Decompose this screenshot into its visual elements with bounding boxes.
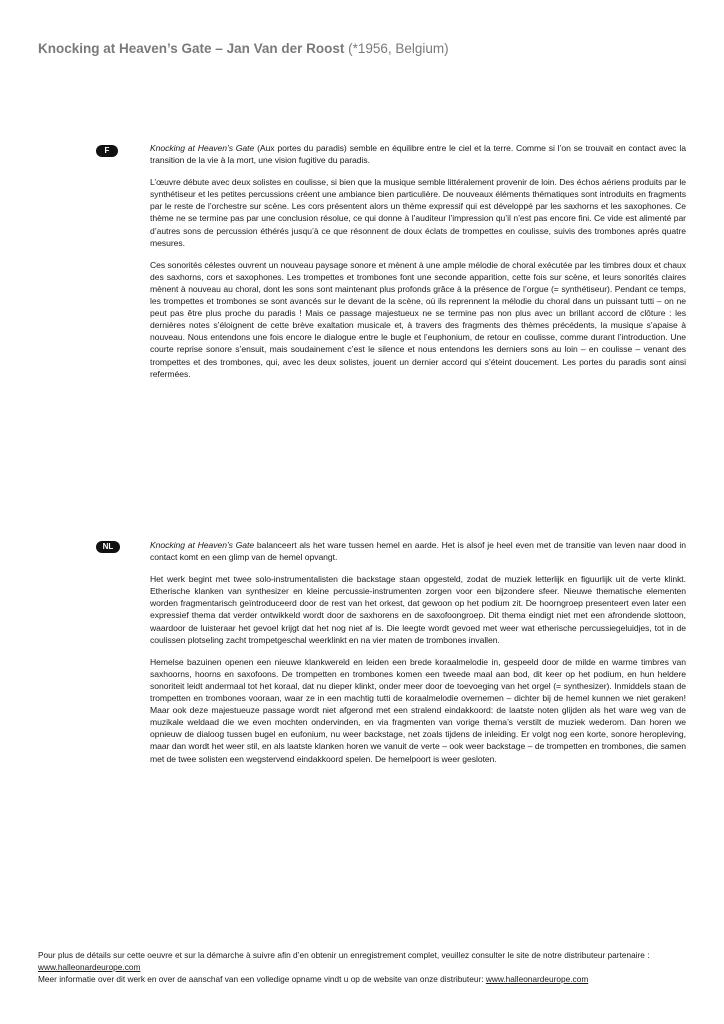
- language-badge-french: F: [96, 145, 118, 157]
- work-title: Knocking at Heaven’s Gate: [150, 540, 255, 550]
- footer-french-line: [38, 949, 698, 973]
- paragraph-text: balanceert als het ware tussen hemel en aarde. Het is alsof je heel even met de transitie van leven naar dood in contact komt en een glimp van de hemel opvangt.: [150, 540, 686, 563]
- paragraph-text: (Aux portes du paradis) semble en équilibre entre le ciel et la terre. Comme si l’on se trouvait en contact avec la transition de la vie à la mort, une vision fugitive du paradis.: [150, 143, 686, 166]
- paragraph-text: L’œuvre débute avec deux solistes en coulisse, si bien que la musique semble littéralement provenir de loin. Des échos aériens produits par le synthétiseur et les petites percussions créent une ambiance bien particulière. De nouveaux éléments thématiques sont introduits en fragments par le reste de l’orchestre sur scène. Les cors présentent alors un thème expressif qui est développé par les saxhorns et les saxophones. Ce thème ne se termine pas par une conclusion résolue, ce qui donne à l’auditeur l’impression qu’il n’est pas encore fini. Ce vide est alimenté par d’autres sons de percussion éthérés jusqu’à ce que résonnent de doux éclats de trompettes en coulisse, suivis des trombones après quatre mesures.: [150, 177, 686, 248]
- french-paragraph: [150, 259, 686, 380]
- footer-text: Meer informatie over dit werk en over de aanschaf van een volledige opname vindt u op de website van onze distributeur:: [38, 974, 486, 984]
- distributor-link[interactable]: www.halleonardeurope.com: [38, 962, 141, 972]
- footer-text: Pour plus de détails sur cette oeuvre et sur la démarche à suivre afin d’en obtenir un enregistrement complet, veuillez consulter le site de notre distributeur partenaire :: [38, 950, 650, 960]
- header-title: Knocking at Heaven’s Gate – Jan Van der Roost: [38, 41, 345, 56]
- dutch-paragraph: [150, 573, 686, 646]
- paragraph-text: Het werk begint met twee solo-instrumentalisten die backstage staan opgesteld, zodat de muziek letterlijk en figuurlijk uit de verte klinkt. Etherische klanken van synthesizer en kleine percussie-instrumenten zorgen voor een bijzondere sfeer. Nieuwe thematische elementen worden fragmentarisch geïntroduceerd door de rest van het orkest, dat gewoon op het podium zit. De hoorngroep presenteert even later een expressief thema dat verder ontwikkeld wordt door de saxhorens en de saxofoongroep. Dit thema eindigt niet met een afrondende slottoon, waardoor de luisteraar het gevoel krijgt dat het nog niet af is. Die leegte wordt gevoed met weer wat etherische percussiegeluidjes, tot in de coulissen plotseling zacht trompetgeschal weerklinkt en na vier maten de trombones invallen.: [150, 574, 686, 645]
- footer-dutch-line: [38, 973, 698, 985]
- paragraph-text: Hemelse bazuinen openen een nieuwe klankwereld en leiden een brede koraalmelodie in, gespeeld door de milde en warme timbres van saxhoorns, hoorns en saxofoons. De trompetten en trombones komen een tweede maal aan bod, dit keer op het podium, en hun heldere sonoriteit leidt andermaal tot het koraal, dat nu dieper klinkt, onder meer door de toevoeging van het orgel (= synthesizer). Inmiddels staan de trompetten en trombones vooraan, waar ze in een machtig tutti de koraalmelodie overnemen – dichter bij de hemel kunnen we niet geraken! Maar ook deze majestueuze passage wordt niet afgerond met een stralend eindakkoord: de laatste noten glijden als het ware weg van de muzikale weldaad die we even mochten ondervinden, en via fragmenten van vorige thema’s verstilt de muziek wederom. Dan horen we opnieuw de dialoog tussen bugel en eufonium, nu weer backstage, net zoals tijdens de inleiding. Er volgt nog een korte, sonore heropleving, maar dan wordt het weer stil, en als laatste klanken horen we vanuit de verte – ook weer backstage – de trompetten en trombones, die samen met de twee solisten een wegstervend eindakkoord spelen. De hemelpoort is weer gesloten.: [150, 656, 686, 764]
- dutch-paragraph: [150, 539, 686, 563]
- french-paragraph: [150, 176, 686, 249]
- page-header: [38, 41, 449, 56]
- paragraph-text: Ces sonorités célestes ouvrent un nouveau paysage sonore et mènent à une ample mélodie de choral exécutée par les timbres doux et chaux des saxhorns, cors et saxophones. Les trompettes et trombones font une seconde apparition, cette fois sur scène, et leurs sonorités claires mènent à nouveau au choral, dont les sons sont maintenant plus profonds grâce à la présence de l’orgue (= synthétiseur). Pendant ce temps, les trompettes et trombones se sont avancés sur le devant de la scène, où ils reprennent la mélodie du choral dans un puissant tutti – on ne peut pas être plus proche du paradis ! Mais ce passage majestueux ne se termine pas non plus avec un brillant accord de clôture : les dernières notes s’éloignent de cette brève exaltation musicale et, à travers des fragments des thèmes précédents, la musique s’apaise à nouveau. Nous entendons une fois encore le dialogue entre le bugle et l’euphonium, de retour en coulisse, comme durant l’introduction. Une courte reprise sonore s’ensuit, mais soudainement c’est le silence et nous entendons les derniers sons au loin – en coulisse – venant des trompettes et des trombones, qui, avec les deux solistes, jouent un dernier accord qui s’éteint doucement. Les portes du paradis sont ainsi refermées.: [150, 259, 686, 379]
- french-section: [150, 142, 686, 390]
- distributor-link[interactable]: www.halleonardeurope.com: [485, 974, 589, 984]
- french-paragraph: [150, 142, 686, 166]
- work-title: Knocking at Heaven’s Gate: [150, 143, 255, 153]
- dutch-paragraph: [150, 656, 686, 765]
- language-badge-dutch: NL: [96, 541, 120, 553]
- header-composer-info: (*1956, Belgium): [344, 41, 449, 56]
- page-footer: [38, 949, 698, 985]
- dutch-section: [150, 539, 686, 775]
